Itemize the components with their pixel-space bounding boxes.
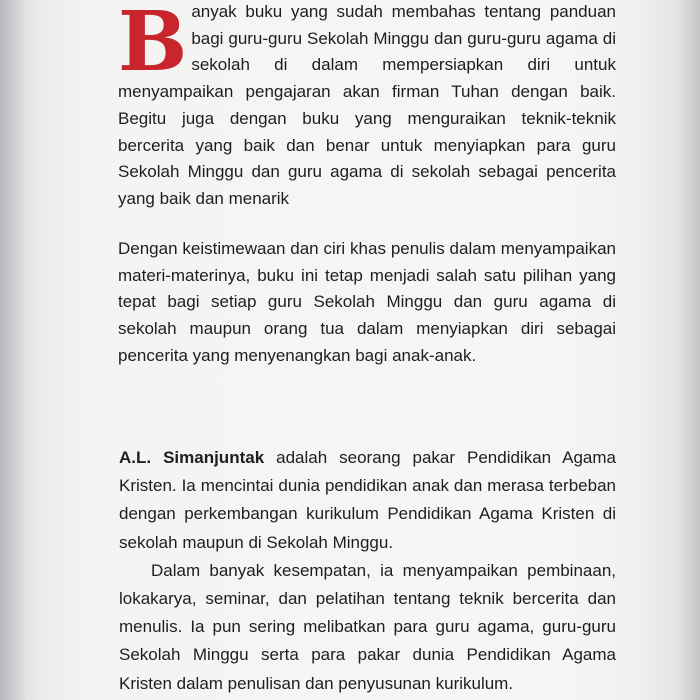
second-paragraph xyxy=(118,236,616,370)
author-bio xyxy=(119,444,616,698)
drop-cap: B xyxy=(118,0,188,90)
author-bio-text1: adalah seorang pakar Pendidikan Agama Kristen. Ia mencintai dunia pendidikan anak dan merasa terbeban dengan perkembangan kurikulum Pendidikan Agama Kristen di sekolah maupun di Sekolah Minggu. xyxy=(119,448,616,552)
page-right-shadow xyxy=(678,0,700,700)
intro-paragraph-text: anyak buku yang sudah membahas tentang panduan bagi guru-guru Sekolah Minggu dan guru-guru agama di sekolah di dalam mempersiapkan diri untuk menyampaikan pengajaran akan firman Tuhan dengan baik. Begitu juga dengan buku yang menguraikan teknik-teknik bercerita yang baik dan benar untuk menyiapkan para guru Sekolah Minggu dan guru agama di sekolah sebagai pencerita yang baik dan menarik xyxy=(118,2,616,208)
author-name: A.L. Simanjuntak xyxy=(119,448,265,467)
author-bio-first xyxy=(119,448,616,552)
second-paragraph-text: Dengan keistimewaan dan ciri khas penulis dalam menyampaikan materi-materinya, buku ini tetap menjadi salah satu pilihan yang tepat bagi setiap guru Sekolah Minggu dan guru agama di sekolah maupun orang tua dalam menyiapkan diri sebagai pencerita yang menyenangkan bagi anak-anak. xyxy=(118,239,616,365)
page-edge-shadow xyxy=(0,0,28,700)
intro-paragraph xyxy=(118,0,616,213)
author-bio-text2: Dalam banyak kesempatan, ia menyampaikan pembinaan, lokakarya, seminar, dan pelatihan tentang teknik bercerita dan menulis. Ia pun sering melibatkan para guru agama, guru-guru Sekolah Minggu serta para pakar dunia Pendidikan Agama Kristen dalam penulisan dan penyusunan kurikulum. xyxy=(119,560,616,693)
